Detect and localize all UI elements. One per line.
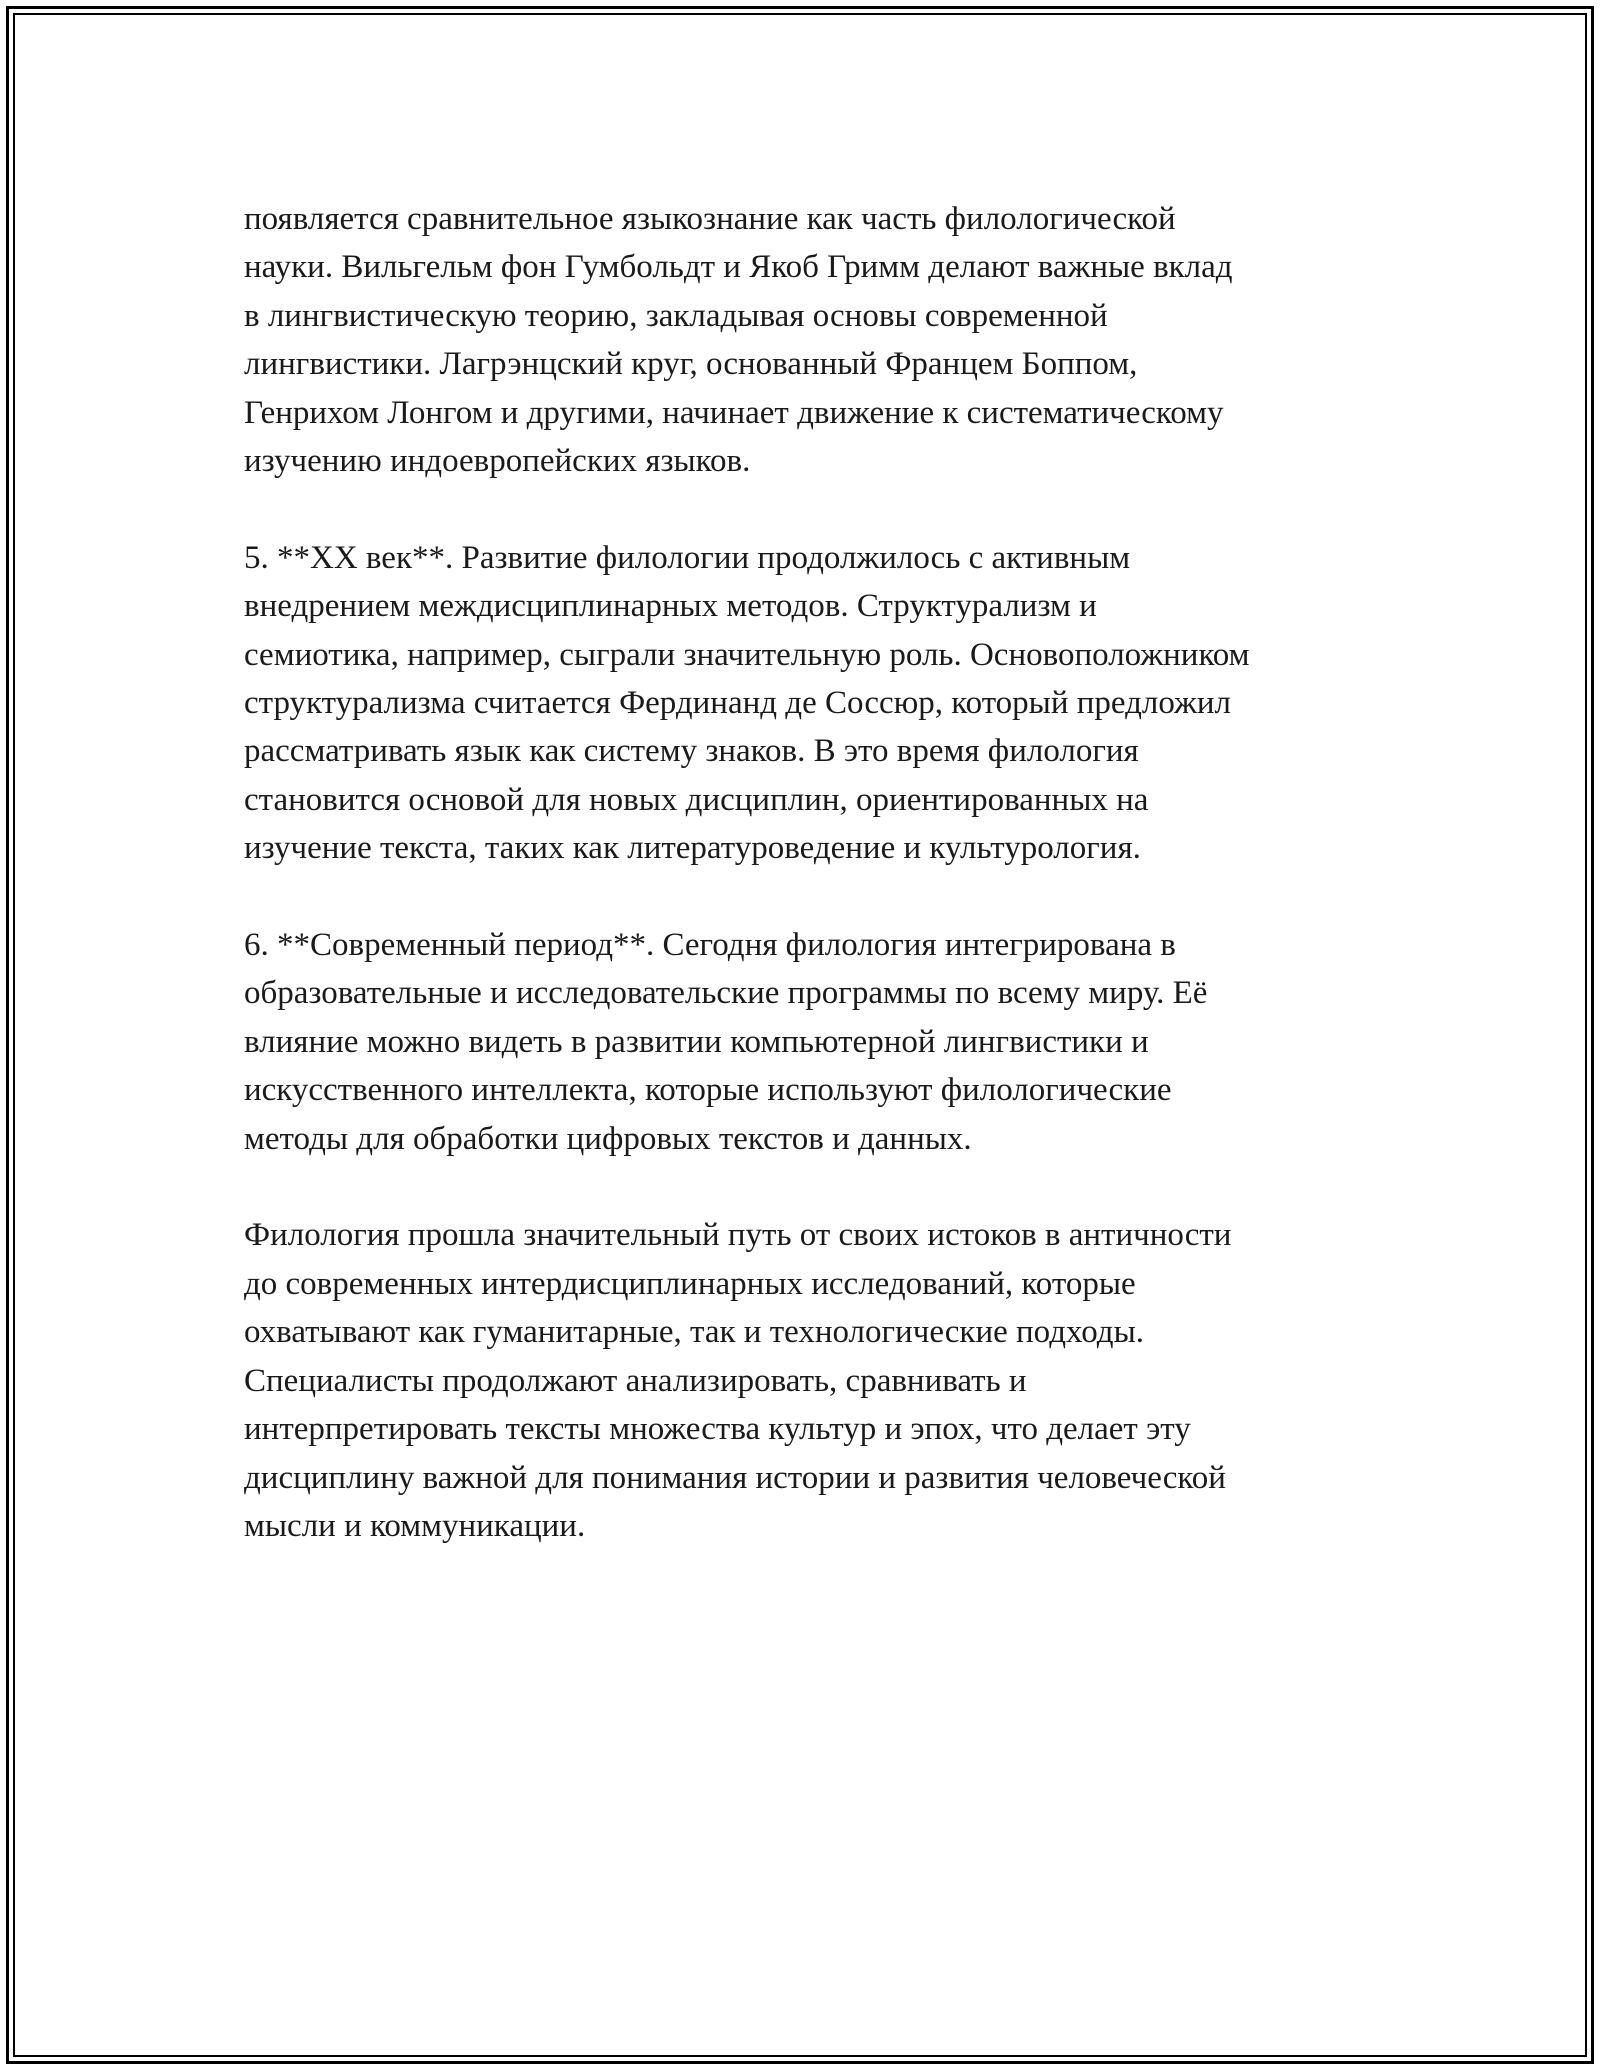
text-line: Генрихом Лонгом и другими, начинает движение к систематическому xyxy=(244,394,1224,431)
paragraph-spacer xyxy=(244,873,1374,921)
text-line: семиотика, например, сыграли значительную роль. Основоположником xyxy=(244,636,1250,673)
paragraph-section-5 xyxy=(244,534,1374,873)
paragraph-section-6 xyxy=(244,921,1374,1163)
text-line: методы для обработки цифровых текстов и данных. xyxy=(244,1120,972,1157)
text-line: лингвистики. Лагрэнцский круг, основанный Францем Боппом, xyxy=(244,346,1138,383)
paragraph-spacer xyxy=(244,1163,1374,1211)
text-line: изучению индоевропейских языков. xyxy=(244,443,751,480)
text-line: внедрением междисциплинарных методов. Структурализм и xyxy=(244,588,1097,625)
page-frame xyxy=(6,6,1594,2064)
paragraph-spacer xyxy=(244,485,1374,533)
text-line: изучение текста, таких как литературоведение и культурология. xyxy=(244,830,1141,867)
text-line: 6. **Современный период**. Сегодня филология интегрирована в xyxy=(244,927,1176,964)
text-line: охватывают как гуманитарные, так и технологические подходы. xyxy=(244,1314,1145,1351)
text-line: становится основой для новых дисциплин, ориентированных на xyxy=(244,781,1149,818)
text-line: 5. **XX век**. Развитие филологии продолжилось с активным xyxy=(244,539,1131,576)
document-body xyxy=(244,195,1374,1550)
text-line: Филология прошла значительный путь от своих истоков в античности xyxy=(244,1217,1232,1254)
paragraph-conclusion xyxy=(244,1211,1374,1550)
text-line: структурализма считается Фердинанд де Соссюр, который предложил xyxy=(244,685,1232,722)
text-line: в лингвистическую теорию, закладывая основы современной xyxy=(244,297,1108,334)
text-line: искусственного интеллекта, которые используют филологические xyxy=(244,1072,1172,1109)
text-line: влияние можно видеть в развитии компьютерной лингвистики и xyxy=(244,1023,1149,1060)
text-line: Специалисты продолжают анализировать, сравнивать и xyxy=(244,1362,1027,1399)
text-line: интерпретировать тексты множества культур и эпох, что делает эту xyxy=(244,1411,1191,1448)
text-line: науки. Вильгельм фон Гумбольдт и Якоб Гримм делают важные вклад xyxy=(244,249,1233,286)
text-line: до современных интердисциплинарных исследований, которые xyxy=(244,1265,1136,1302)
paragraph-intro-continuation xyxy=(244,195,1374,485)
text-line: дисциплину важной для понимания истории и развития человеческой xyxy=(244,1459,1226,1496)
text-line: рассматривать язык как систему знаков. В это время филология xyxy=(244,733,1139,770)
text-line: появляется сравнительное языкознание как часть филологической xyxy=(244,201,1176,237)
text-line: мысли и коммуникации. xyxy=(244,1507,586,1544)
text-line: образовательные и исследовательские программы по всему миру. Её xyxy=(244,975,1208,1012)
